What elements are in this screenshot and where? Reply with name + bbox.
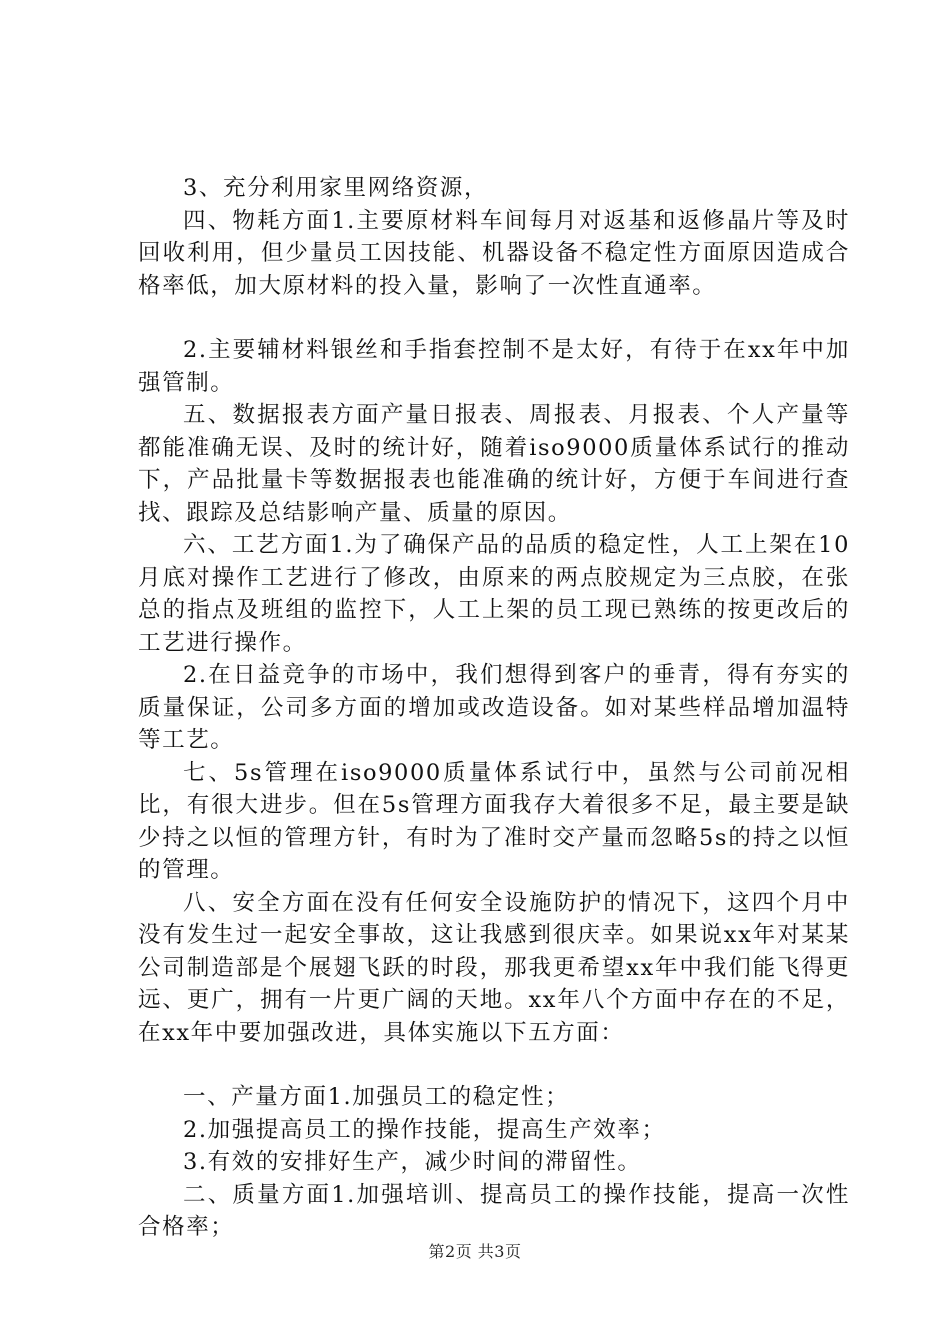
paragraph: 七、5s管理在iso9000质量体系试行中，虽然与公司前况相比，有很大进步。但在5s管理方面我存大着很多不足，最主要是缺少持之以恒的管理方针，有时为了准时交产量而忽略5s的持之以恒的管理。	[138, 759, 850, 883]
paragraph: 3.有效的安排好生产，减少时间的滞留性。	[183, 1149, 642, 1175]
page-number-footer: 第2页 共3页	[428, 1242, 522, 1261]
paragraph: 五、数据报表方面产量日报表、周报表、月报表、个人产量等都能准确无误、及时的统计好，随着iso9000质量体系试行的推动下，产品批量卡等数据报表也能准确的统计好，方便于车间进行查找、跟踪及总结影响产量、质量的原因。	[138, 402, 850, 526]
paragraph: 2.主要辅材料银丝和手指套控制不是太好，有待于在xx年中加强管制。	[138, 337, 850, 396]
paragraph: 八、安全方面在没有任何安全设施防护的情况下，这四个月中没有发生过一起安全事故，这让我感到很庆幸。如果说xx年对某某公司制造部是个展翅飞跃的时段，那我更希望xx年中我们能飞得更远、更广，拥有一片更广阔的天地。xx年八个方面中存在的不足，在xx年中要加强改进，具体实施以下五方面：	[138, 889, 850, 1046]
document-body	[138, 172, 850, 1244]
paragraph: 3、充分利用家里网络资源，	[183, 175, 489, 201]
paragraph: 2.加强提高员工的操作技能，提高生产效率；	[183, 1116, 666, 1143]
paragraph: 一、产量方面1.加强员工的稳定性；	[183, 1084, 570, 1110]
paragraph: 六、工艺方面1.为了确保产品的品质的稳定性，人工上架在10月底对操作工艺进行了修改，由原来的两点胶规定为三点胶，在张总的指点及班组的监控下，人工上架的员工现已熟练的按更改后的工艺进行操作。	[138, 532, 850, 656]
paragraph: 二、质量方面1.加强培训、提高员工的操作技能，提高一次性合格率；	[138, 1181, 850, 1240]
paragraph: 2.在日益竞争的市场中，我们想得到客户的垂青，得有夯实的质量保证，公司多方面的增加或改造设备。如对某些样品增加温特等工艺。	[138, 662, 850, 753]
paragraph: 四、物耗方面1.主要原材料车间每月对返基和返修晶片等及时回收利用，但少量员工因技能、机器设备不稳定性方面原因造成合格率低，加大原材料的投入量，影响了一次性直通率。	[138, 207, 850, 299]
